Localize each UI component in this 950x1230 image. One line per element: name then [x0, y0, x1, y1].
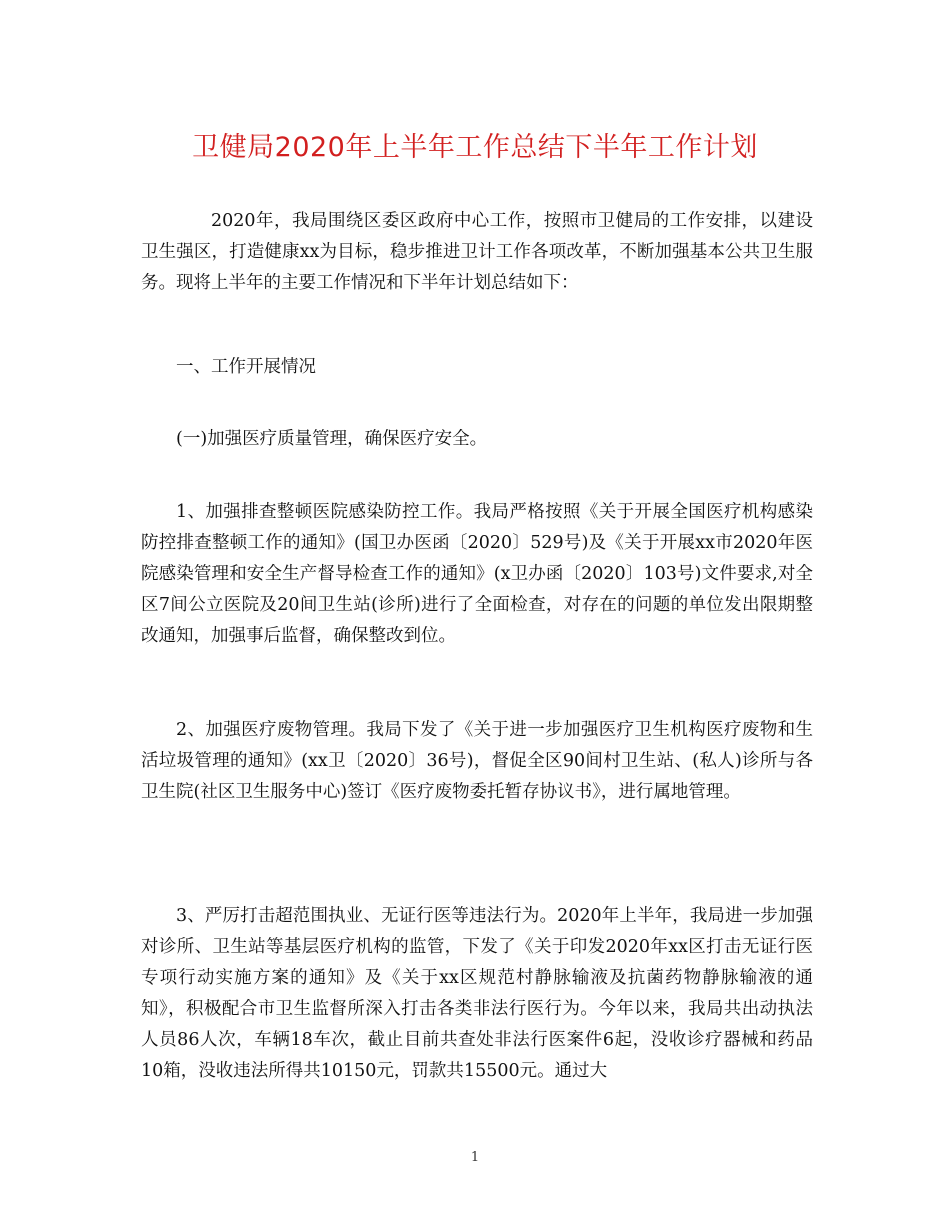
- section-heading: 一、工作开展情况: [176, 357, 316, 377]
- page-number: 1: [470, 1150, 480, 1165]
- paragraph-item-1: 1、加强排查整顿医院感染防控工作。我局严格按照《关于开展全国医疗机构感染防控排查整顿工作的通知》(国卫办医函〔2020〕529号)及《关于开展xx市2020年医院感染管理和安全生产督导检查工作的通知》(x卫办函〔2020〕103号)文件要求,对全区7间公立医院及20间卫生站(诊所)进行了全面检查，对存在的问题的单位发出限期整改通知，加强事后监督，确保整改到位。: [141, 502, 813, 646]
- paragraph-item-3: 3、严厉打击超范围执业、无证行医等违法行为。2020年上半年，我局进一步加强对诊所、卫生站等基层医疗机构的监管，下发了《关于印发2020年xx区打击无证行医专项行动实施方案的通知》及《关于xx区规范村静脉输液及抗菌药物静脉输液的通知》，积极配合市卫生监督所深入打击各类非法行医行为。今年以来，我局共出动执法人员86人次，车辆18车次，截止目前共查处非法行医案件6起，没收诊疗器械和药品10箱，没收违法所得共10150元，罚款共15500元。通过大: [141, 906, 813, 1081]
- intro-paragraph: 2020年，我局围绕区委区政府中心工作，按照市卫健局的工作安排，以建设卫生强区，打造健康xx为目标，稳步推进卫计工作各项改革，不断加强基本公共卫生服务。现将上半年的主要工作情况和下半年计划总结如下：: [141, 211, 813, 293]
- paragraph-item-2: 2、加强医疗废物管理。我局下发了《关于进一步加强医疗卫生机构医疗废物和生活垃圾管理的通知》(xx卫〔2020〕36号)，督促全区90间村卫生站、(私人)诊所与各卫生院(社区卫生服务中心)签订《医疗废物委托暂存协议书》，进行属地管理。: [141, 720, 813, 802]
- document-title: 卫健局2020年上半年工作总结下半年工作计划: [192, 132, 758, 163]
- subsection-heading: (一)加强医疗质量管理，确保医疗安全。: [176, 429, 488, 449]
